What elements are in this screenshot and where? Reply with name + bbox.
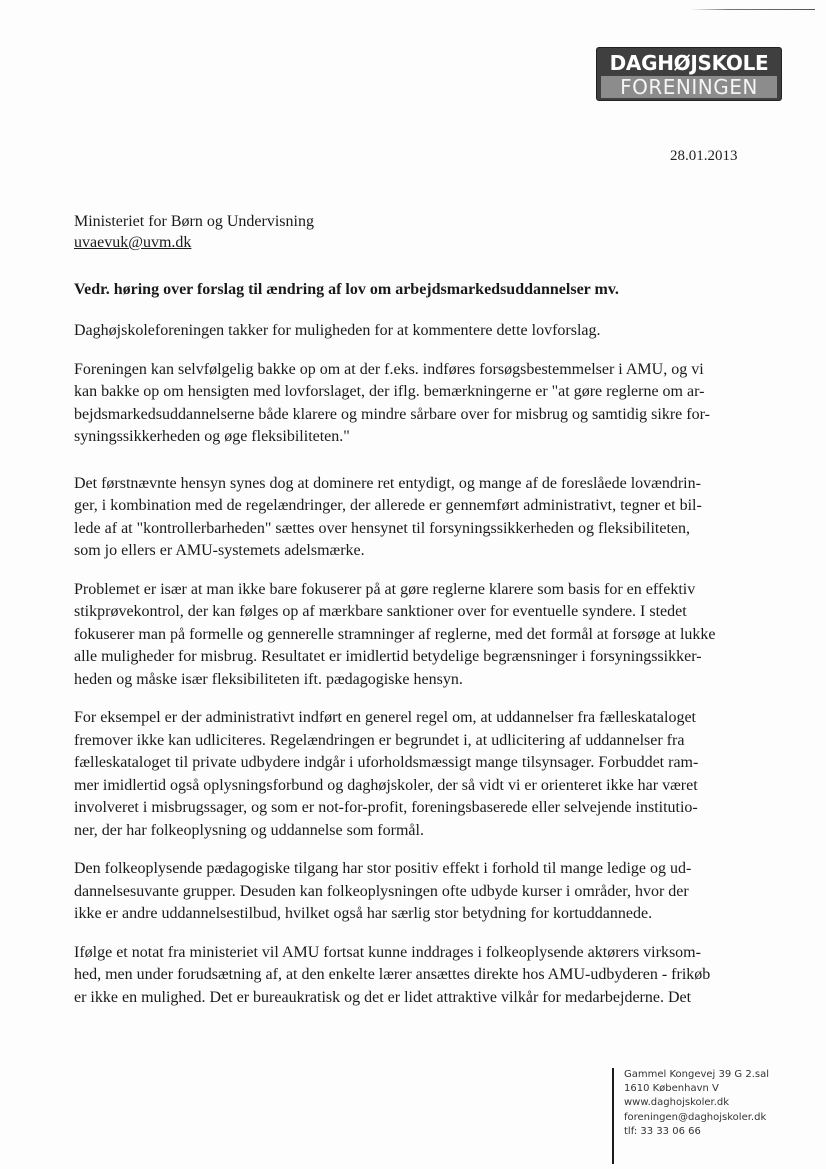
letter-date: 28.01.2013 [670,148,738,164]
recipient-email-link[interactable]: uvaevuk@uvm.dk [74,234,192,251]
recipient-name: Ministeriet for Børn og Undervisning [74,213,314,230]
paragraph-line: dannelsesuvante grupper. Desuden kan folkeoplysningen ofte udbyde kurser i områder, hvor der [74,882,689,900]
paragraph-line: Daghøjskoleforeningen takker for muligheden for at kommentere dette lovforslag. [74,322,601,339]
body-paragraph [74,858,750,926]
paragraph-line: syningssikkerheden og øge fleksibiliteten." [74,428,350,445]
footer-phone: tlf: 33 33 06 66 [624,1125,701,1137]
paragraph-line: Ifølge et notat fra ministeriet vil AMU fortsat kunne inddrages i folkeoplysende aktørers virksom- [74,943,701,961]
footer-website-link[interactable]: www.daghojskoler.dk [624,1097,730,1109]
logo-line-1: DAGHØJSKOLE [609,51,769,75]
paragraph-line: Den folkeoplysende pædagogiske tilgang har stor positiv effekt i forhold til mange ledige og ud- [74,860,692,877]
body-paragraph [74,579,750,692]
letter-body [74,320,750,1009]
paragraph-line: Problemet er især at man ikke bare fokuserer på at gøre reglerne klarere som basis for en effektiv [74,580,696,598]
paragraph-line: er ikke en mulighed. Det er bureaukratisk og det er lidet attraktive vilkår for medarbejderne. Det [74,988,692,1006]
paragraph-line: alle muligheder for misbrug. Resultatet er imidlertid betydelige begrænsninger i forsyningssikker- [74,648,702,665]
logo-line-2: FORENINGEN [601,76,777,98]
organization-logo [596,47,782,101]
footer-address-line-2: 1610 København V [624,1083,719,1095]
paragraph-line: For eksempel er der administrativt indført en generel regel om, at uddannelser fra fælleskataloget [74,709,696,726]
paragraph-line: fokuserer man på formelle og gennerelle stramninger af reglerne, med det formål at forsøge at lukke [74,625,716,643]
paragraph-line: som jo ellers er AMU-systemets adelsmærke. [74,542,365,559]
paragraph-line: heden og måske især fleksibiliteten ift. pædagogiske hensyn. [74,670,463,688]
body-paragraph [74,359,750,449]
paragraph-line: mer imidlertid også oplysningsforbund og daghøjskoler, der så vidt vi er orienteret ikke har været [74,776,698,794]
paragraph-line: stikprøvekontrol, der kan følges op af mærkbare sanktioner over for eventuelle syndere. I stedet [74,603,687,620]
paragraph-line: bejdsmarkedsuddannelserne både klarere og mindre sårbare over for misbrug og samtidig sikre for- [74,405,710,423]
paragraph-line: hed, men under forudsætning af, at den enkelte lærer ansættes direkte hos AMU-udbyderen - frikøb [74,966,711,983]
scan-artifact-line [690,9,815,10]
paragraph-line: involveret i misbrugssager, og som er not-for-profit, foreningsbaserede eller selvejende institutio- [74,799,698,816]
paragraph-line: ner, der har folkeoplysning og uddannelse som formål. [74,821,424,839]
paragraph-line: Det førstnævnte hensyn synes dog at dominere ret entydigt, og mange af de foreslåede lovændrin- [74,474,701,492]
footer-address-line-1: Gammel Kongevej 39 G 2.sal [624,1069,769,1080]
contact-footer [612,1068,769,1164]
letter-subject: Vedr. høring over forslag til ændring af lov om arbejdsmarkedsuddannelser mv. [74,281,619,298]
paragraph-line: ikke er andre uddannelsestilbud, hvilket også har særlig stor betydning for kortuddannede. [74,905,653,922]
recipient-block [74,211,314,253]
body-paragraph [74,707,750,842]
body-paragraph [74,942,750,1010]
body-paragraph [74,320,750,343]
paragraph-line: Foreningen kan selvfølgelig bakke op om at der f.eks. indføres forsøgsbestemmelser i AMU, og vi [74,360,704,378]
paragraph-line: ger, i kombination med de regelændringer, der allerede er gennemført administrativt, tegner et bil- [74,497,702,514]
body-paragraph [74,473,750,563]
paragraph-line: kan bakke op om hensigten med lovforslaget, der iflg. bemærkningerne er "at gøre reglerne om ar- [74,383,705,400]
paragraph-line: fælleskataloget til private udbydere indgår i uforholdsmæssigt mange tilsynsager. Forbuddet ram- [74,754,699,771]
paragraph-line: lede af at "kontrollerbarheden" sættes over hensynet til forsyningssikkerheden og fleksibiliteten, [74,519,691,537]
footer-email-link[interactable]: foreningen@daghojskoler.dk [624,1111,767,1123]
paragraph-line: fremover ikke kan udliciteres. Regelændringen er begrundet i, at udlicitering af uddannelser fra [74,731,685,749]
